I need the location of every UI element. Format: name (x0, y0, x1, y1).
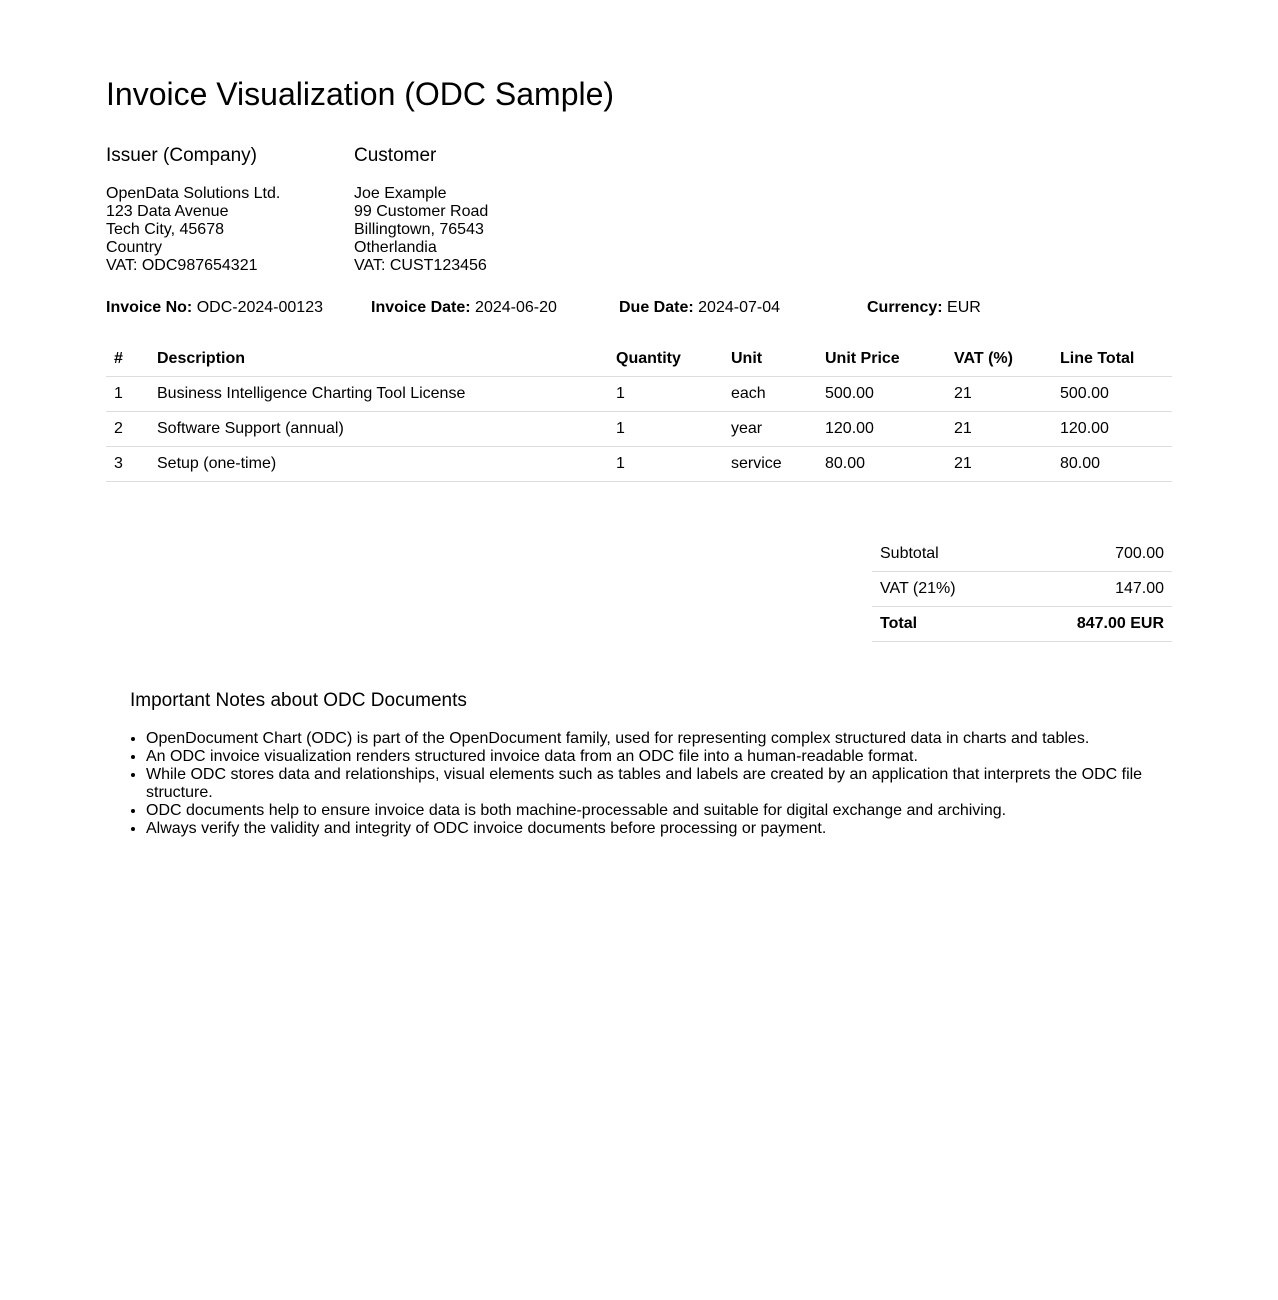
subtotal-value: 700.00 (1013, 537, 1172, 572)
table-row (106, 447, 1172, 482)
table-cell: Software Support (annual) (149, 412, 608, 447)
notes-heading: Important Notes about ODC Documents (130, 690, 467, 711)
customer-heading: Customer (354, 145, 437, 166)
list-item: • ODC documents help to ensure invoice data is both machine-processable and suitable for digital exchange and archiving. (146, 802, 1172, 820)
table-cell: year (723, 412, 817, 447)
issuer-vat: VAT: ODC987654321 (106, 257, 258, 274)
list-item: • An ODC invoice visualization renders structured invoice data from an ODC file into a human-readable format. (146, 748, 1172, 766)
table-cell: Business Intelligence Charting Tool License (149, 377, 608, 412)
table-cell: each (723, 377, 817, 412)
issuer-country: Country (106, 239, 163, 256)
column-header: # (106, 341, 149, 377)
column-header: Description (149, 341, 608, 377)
due-date-label: Due Date: (619, 299, 694, 316)
invoice-meta (106, 298, 1172, 318)
vat-label: VAT (21%) (872, 572, 1013, 607)
line-items-table (106, 341, 1172, 482)
due-date (619, 298, 780, 318)
due-date-value: 2024-07-04 (698, 299, 780, 316)
table-cell: 120.00 (817, 412, 946, 447)
list-item: • OpenDocument Chart (ODC) is part of the OpenDocument family, used for representing complex structured data in charts and tables. (146, 730, 1172, 748)
notes-section (130, 690, 1172, 838)
table-cell: 2 (106, 412, 149, 447)
table-cell: 21 (946, 447, 1052, 482)
table-cell: 3 (106, 447, 149, 482)
vat-value: 147.00 (1013, 572, 1172, 607)
table-header-row (106, 341, 1172, 377)
table-cell: 120.00 (1052, 412, 1172, 447)
invoice-number-label: Invoice No: (106, 299, 193, 316)
customer-name: Joe Example (354, 185, 447, 202)
currency (867, 298, 981, 318)
subtotal-label: Subtotal (872, 537, 1013, 572)
invoice-date-label: Invoice Date: (371, 299, 471, 316)
column-header: VAT (%) (946, 341, 1052, 377)
subtotal-row (872, 537, 1172, 572)
customer-country: Otherlandia (354, 239, 437, 256)
total-value: 847.00 EUR (1013, 607, 1172, 642)
customer-street: 99 Customer Road (354, 203, 489, 220)
issuer-block (106, 145, 346, 275)
total-row (872, 607, 1172, 642)
issuer-city: Tech City, 45678 (106, 221, 224, 238)
page-title: Invoice Visualization (ODC Sample) (106, 76, 615, 112)
column-header: Line Total (1052, 341, 1172, 377)
total-label: Total (872, 607, 1013, 642)
table-cell: 21 (946, 377, 1052, 412)
table-row (106, 377, 1172, 412)
table-cell: 1 (106, 377, 149, 412)
table-row (106, 412, 1172, 447)
customer-block (354, 145, 594, 275)
column-header: Unit (723, 341, 817, 377)
invoice-number-value: ODC-2024-00123 (196, 299, 323, 316)
column-header: Unit Price (817, 341, 946, 377)
customer-city: Billingtown, 76543 (354, 221, 484, 238)
issuer-name: OpenData Solutions Ltd. (106, 185, 281, 202)
table-cell: 500.00 (817, 377, 946, 412)
table-cell: 1 (608, 412, 723, 447)
invoice-date-value: 2024-06-20 (475, 299, 557, 316)
list-item: • Always verify the validity and integrity of ODC invoice documents before processing or payment. (146, 820, 1172, 838)
issuer-heading: Issuer (Company) (106, 145, 257, 166)
table-cell: 80.00 (817, 447, 946, 482)
table-cell: 1 (608, 447, 723, 482)
table-cell: 1 (608, 377, 723, 412)
invoice-date (371, 298, 557, 318)
table-cell: Setup (one-time) (149, 447, 608, 482)
invoice-number (106, 298, 323, 318)
column-header: Quantity (608, 341, 723, 377)
currency-value: EUR (947, 299, 981, 316)
vat-row (872, 572, 1172, 607)
currency-label: Currency: (867, 299, 943, 316)
customer-vat: VAT: CUST123456 (354, 257, 487, 274)
issuer-street: 123 Data Avenue (106, 203, 229, 220)
totals-table (872, 537, 1172, 642)
table-cell: 500.00 (1052, 377, 1172, 412)
table-cell: 21 (946, 412, 1052, 447)
notes-list (130, 730, 1172, 838)
list-item: • While ODC stores data and relationships, visual elements such as tables and labels are created by an application that interprets the ODC file structure. (146, 766, 1172, 802)
table-cell: service (723, 447, 817, 482)
table-cell: 80.00 (1052, 447, 1172, 482)
